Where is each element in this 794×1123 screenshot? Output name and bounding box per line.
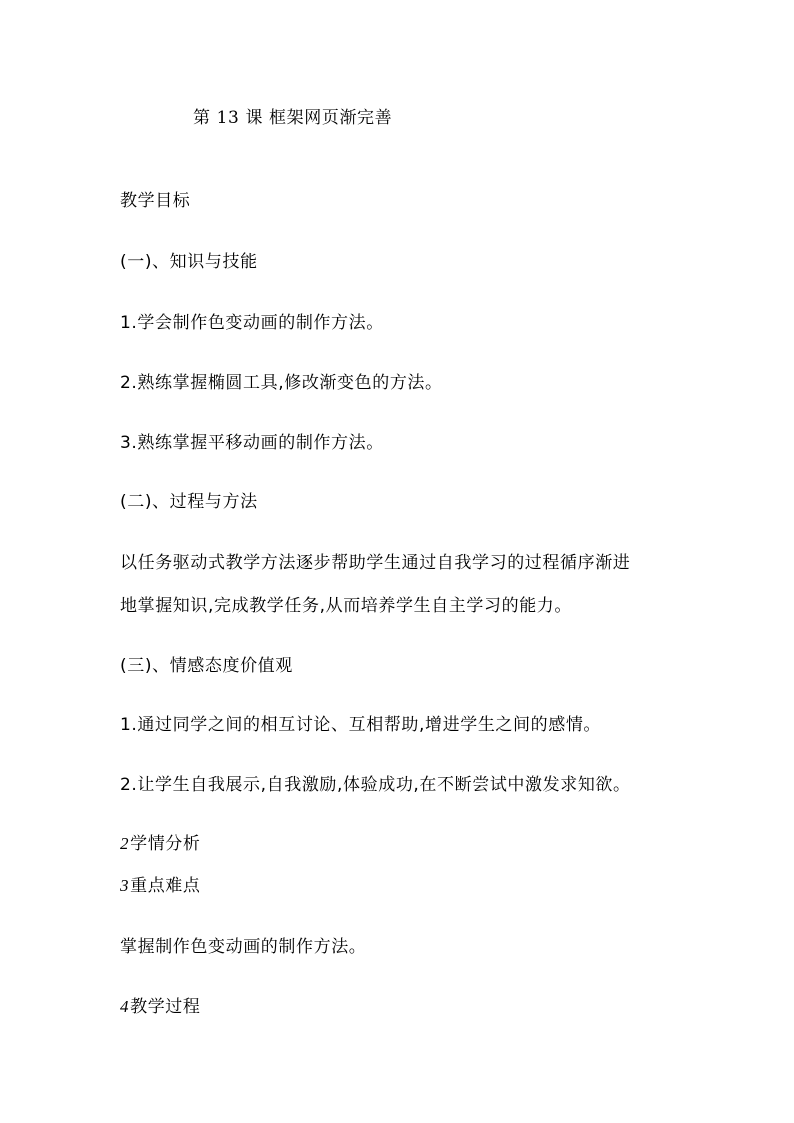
emotion-heading: (三)、情感态度价值观 — [120, 656, 293, 676]
knowledge-item-2: 2.熟练掌握椭圆工具,修改渐变色的方法。 — [120, 373, 443, 393]
process-line-2: 地掌握知识,完成教学任务,从而培养学生自主学习的能力。 — [120, 596, 573, 616]
process-line-1: 以任务驱动式教学方法逐步帮助学生通过自我学习的过程循序渐进 — [120, 553, 631, 573]
emotion-item-1: 1.通过同学之间的相互讨论、互相帮助,增进学生之间的感情。 — [120, 715, 602, 735]
teaching-process-label: 教学过程 — [130, 997, 201, 1017]
analysis-label: 学情分析 — [130, 834, 201, 854]
key-points-text: 掌握制作色变动画的制作方法。 — [120, 937, 367, 957]
analysis-number: 2 — [120, 834, 130, 853]
lesson-title: 第 13 课 框架网页渐完善 — [193, 108, 393, 128]
knowledge-item-1: 1.学会制作色变动画的制作方法。 — [120, 313, 384, 333]
knowledge-item-3: 3.熟练掌握平移动画的制作方法。 — [120, 433, 384, 453]
key-points-number: 3 — [120, 876, 130, 895]
knowledge-heading: (一)、知识与技能 — [120, 252, 258, 272]
analysis-heading — [120, 832, 201, 856]
key-points-heading — [120, 874, 201, 898]
objectives-heading: 教学目标 — [120, 191, 191, 211]
process-heading: (二)、过程与方法 — [120, 492, 258, 512]
key-points-label: 重点难点 — [130, 876, 201, 896]
teaching-process-heading — [120, 995, 201, 1019]
emotion-item-2: 2.让学生自我展示,自我激励,体验成功,在不断尝试中激发求知欲。 — [120, 775, 631, 795]
teaching-process-number: 4 — [120, 997, 130, 1016]
